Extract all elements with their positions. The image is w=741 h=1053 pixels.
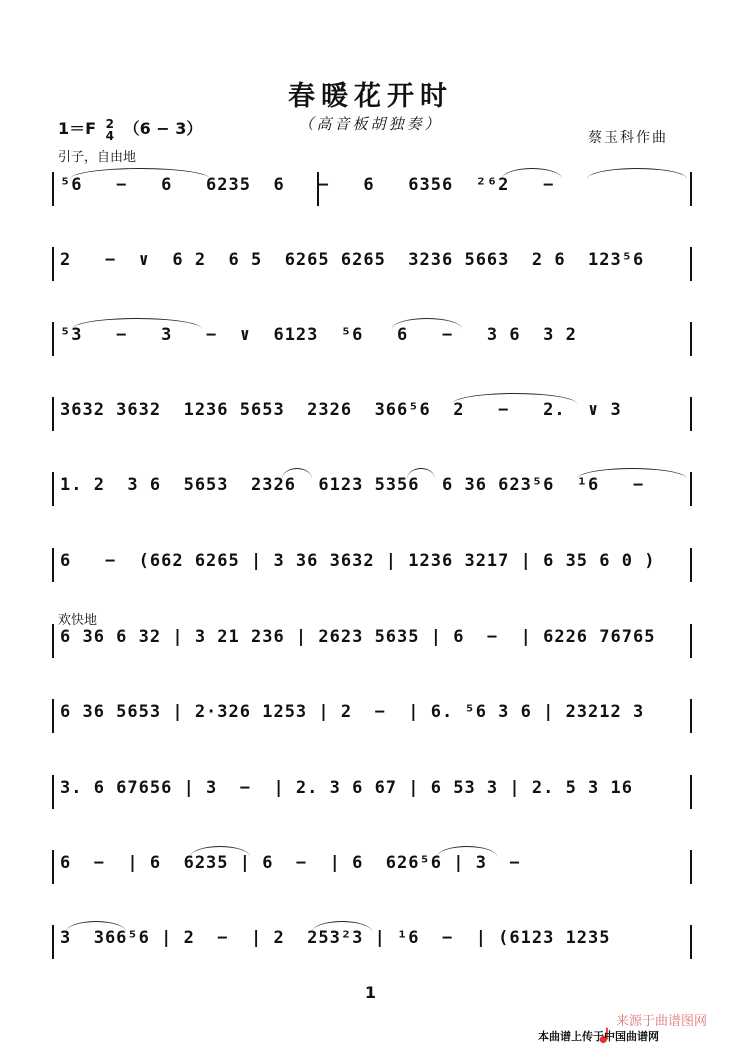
score-line-9 — [52, 775, 692, 815]
tempo-allegro: 欢快地 — [58, 613, 98, 628]
composer: 蔡玉科作曲 — [588, 130, 668, 146]
score-notes: ⁵6 − 6 6235 6 − 6 6356 ²⁶2 − — [60, 175, 555, 195]
score-notes: 6 − (662 6265 | 3 36 3632 | 1236 3217 | 6 35 6 0 ) — [60, 551, 656, 571]
score-notes: 1. 2 3 6 5653 2326 6123 5356 6 36 623⁵6 ¹6 − — [60, 475, 645, 495]
score-line-1 — [52, 172, 692, 212]
time-top: 2 — [105, 116, 115, 131]
score-line-7 — [52, 624, 692, 664]
page-title: 春暖花开时 — [288, 81, 453, 112]
time-bottom: 4 — [105, 128, 115, 143]
tuning: （6 − 3） — [123, 119, 203, 138]
score-notes: 3632 3632 1236 5653 2326 366⁵6 2 − 2. ∨ 3 — [60, 400, 622, 420]
key-signature — [58, 116, 202, 142]
time-signature — [106, 118, 114, 142]
watermark: 来源于曲谱图网 — [616, 1014, 708, 1029]
score-notes: 6 36 5653 | 2·326 1253 | 2 − | 6. ⁵6 3 6 | 23212 3 — [60, 702, 645, 722]
key-label: 1＝F — [58, 119, 97, 138]
score-line-6 — [52, 548, 692, 588]
page-subtitle: （高音板胡独奏） — [298, 115, 443, 133]
score-line-4 — [52, 397, 692, 437]
score-line-5 — [52, 472, 692, 512]
score-line-10 — [52, 850, 692, 890]
score-notes: 3 366⁵6 | 2 − | 2 253²3 | ¹6 − | (6123 1235 — [60, 928, 611, 948]
score-line-11 — [52, 925, 692, 965]
score-notes: 3. 6 67656 | 3 − | 2. 3 6 67 | 6 53 3 | 2. 5 3 16 — [60, 778, 633, 798]
page-number: 1 — [364, 983, 377, 1002]
score-notes: 2 − ∨ 6 2 6 5 6265 6265 3236 5663 2 6 123⁵6 — [60, 250, 645, 270]
score-line-3 — [52, 322, 692, 362]
footer-credit: 本曲谱上传于中国曲谱网 — [538, 1030, 659, 1043]
score-line-8 — [52, 699, 692, 739]
score-notes: 6 − | 6 6235 | 6 − | 6 626⁵6 | 3 − — [60, 853, 521, 873]
score-notes: 6 36 6 32 | 3 21 236 | 2623 5635 | 6 − | 6226 76765 — [60, 627, 656, 647]
tempo-intro: 引子，自由地 — [58, 150, 137, 165]
score-line-2 — [52, 247, 692, 287]
score-notes: ⁵3 − 3 − ∨ 6123 ⁵6 6 − 3 6 3 2 — [60, 325, 577, 345]
